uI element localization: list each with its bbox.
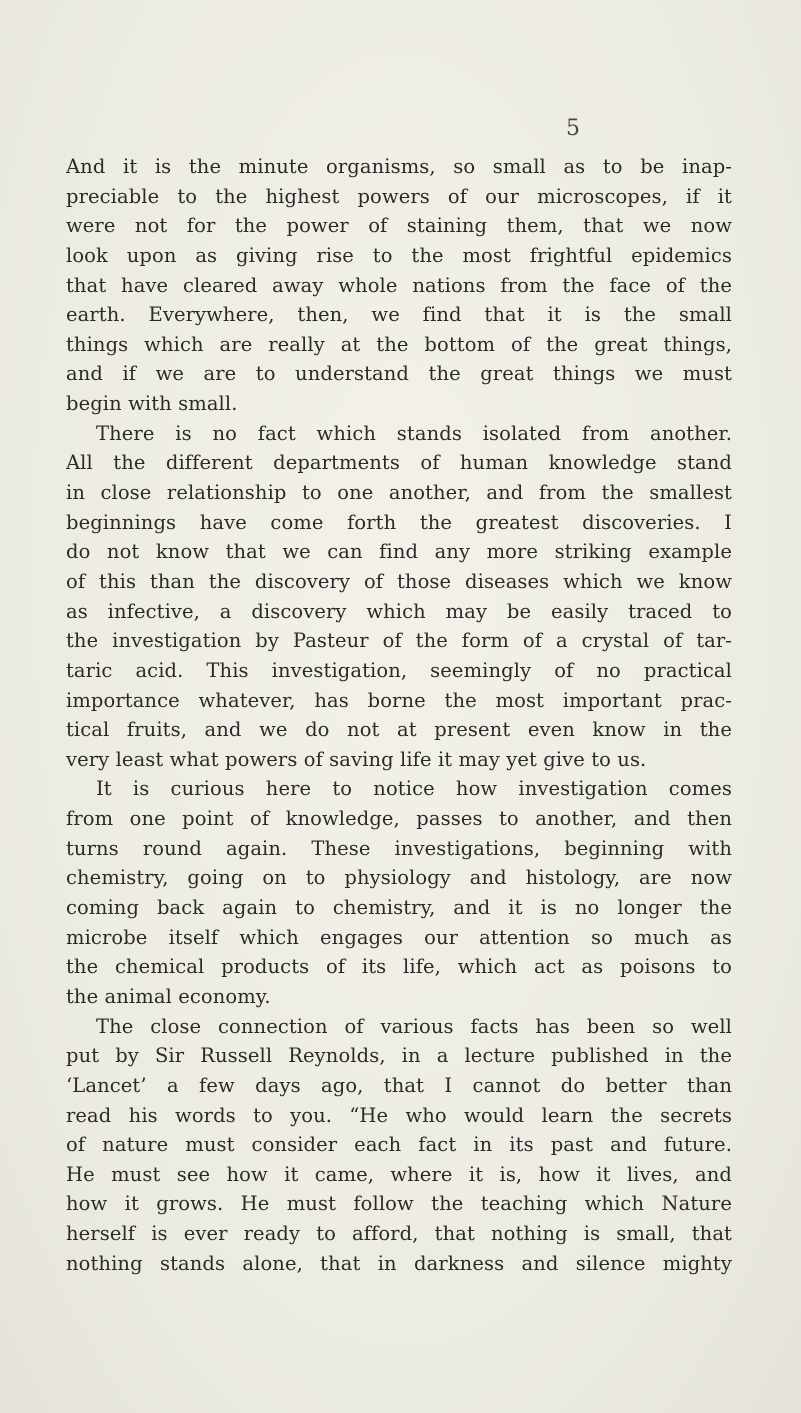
text-line: tical fruits, and we do not at present even know in the bbox=[66, 718, 732, 742]
text-line: ‘Lancet’ a few days ago, that I cannot do better than bbox=[66, 1073, 732, 1097]
text-line: microbe itself which engages our attention so much as bbox=[66, 925, 732, 949]
text-line: how it grows. He must follow the teaching which Nature bbox=[66, 1192, 732, 1216]
text-line: herself is ever ready to afford, that nothing is small, that bbox=[66, 1222, 732, 1246]
page-number: 5 bbox=[566, 116, 580, 141]
text-line: in close relationship to one another, and from the smallest bbox=[66, 481, 732, 505]
text-line: do not know that we can find any more striking example bbox=[66, 540, 732, 564]
text-line: put by Sir Russell Reynolds, in a lecture published in the bbox=[66, 1044, 732, 1068]
text-line: the animal economy. bbox=[66, 984, 271, 1008]
text-line: preciable to the highest powers of our microscopes, if it bbox=[66, 184, 732, 208]
text-line: nothing stands alone, that in darkness and silence mighty bbox=[66, 1251, 732, 1275]
text-line: read his words to you. “He who would learn the secrets bbox=[66, 1103, 732, 1127]
text-line: things which are really at the bottom of the great things, bbox=[66, 332, 732, 356]
text-line: coming back again to chemistry, and it is no longer the bbox=[66, 896, 732, 920]
text-line: very least what powers of saving life it may yet give to us. bbox=[66, 747, 647, 771]
text-line: were not for the power of staining them, that we now bbox=[66, 214, 732, 238]
text-line: There is no fact which stands isolated from another. bbox=[96, 421, 732, 445]
text-line: chemistry, going on to physiology and histology, are now bbox=[66, 866, 732, 890]
text-line: from one point of knowledge, passes to another, and then bbox=[66, 807, 732, 831]
text-line: as infective, a discovery which may be easily traced to bbox=[66, 599, 732, 623]
text-line: And it is the minute organisms, so small as to be inap- bbox=[66, 155, 732, 178]
text-line: the investigation by Pasteur of the form of a crystal of tar- bbox=[66, 629, 732, 653]
text-line: The close connection of various facts has been so well bbox=[96, 1014, 732, 1038]
text-line: of nature must consider each fact in its past and future. bbox=[66, 1133, 732, 1157]
text-line: look upon as giving rise to the most frightful epidemics bbox=[66, 243, 732, 267]
text-line: importance whatever, has borne the most important prac- bbox=[66, 688, 732, 712]
text-line: turns round again. These investigations, beginning with bbox=[66, 836, 732, 860]
text-line: taric acid. This investigation, seemingly of no practical bbox=[66, 658, 732, 682]
text-line: begin with small. bbox=[66, 392, 238, 416]
text-line: of this than the discovery of those diseases which we know bbox=[66, 569, 732, 593]
text-line: It is curious here to notice how investigation comes bbox=[96, 777, 732, 801]
text-line: He must see how it came, where it is, how it lives, and bbox=[66, 1162, 732, 1186]
text-line: beginnings have come forth the greatest discoveries. I bbox=[66, 510, 732, 534]
text-line: the chemical products of its life, which act as poisons to bbox=[66, 955, 732, 979]
text-line: that have cleared away whole nations from the face of the bbox=[66, 273, 732, 297]
body-text bbox=[66, 152, 732, 1278]
text-line: earth. Everywhere, then, we find that it is the small bbox=[66, 303, 732, 327]
text-line: and if we are to understand the great things we must bbox=[66, 362, 732, 386]
text-line: All the different departments of human knowledge stand bbox=[66, 451, 732, 475]
